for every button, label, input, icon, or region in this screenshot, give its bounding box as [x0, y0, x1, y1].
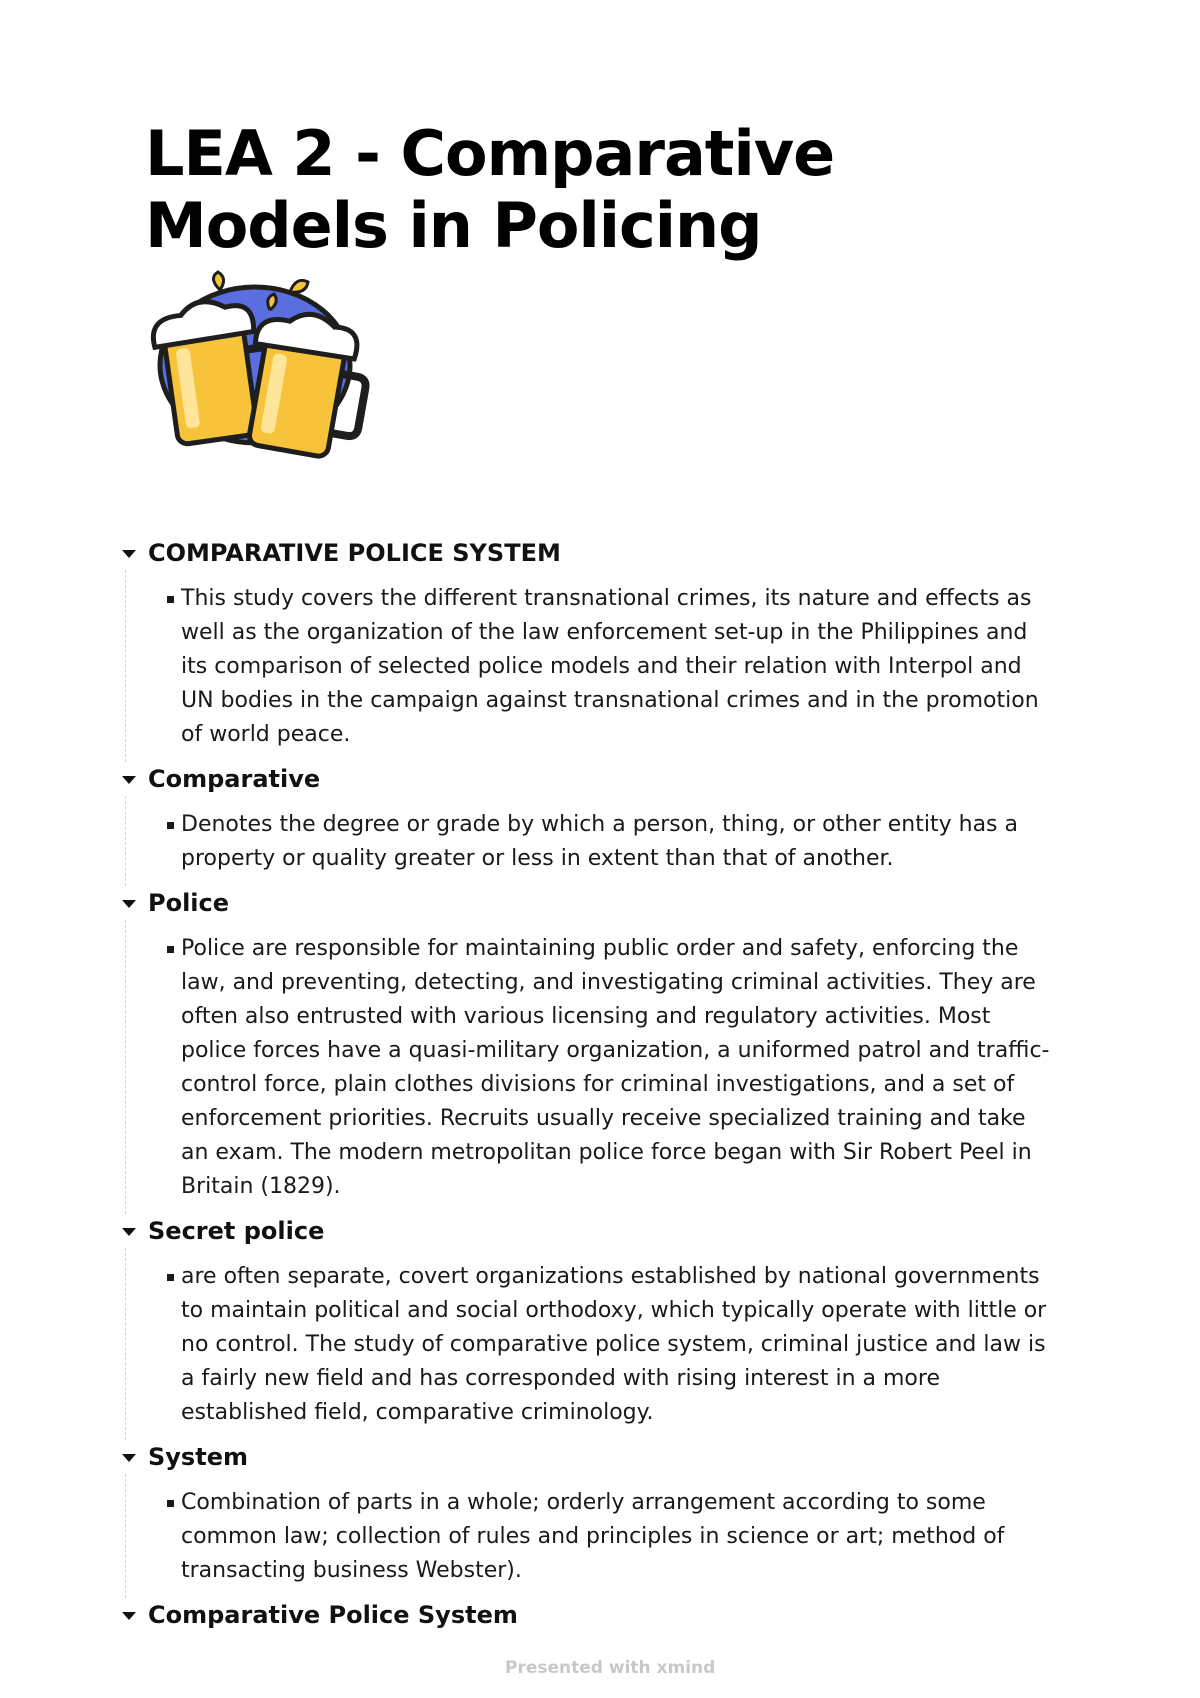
topic-children [125, 1474, 1078, 1598]
list-item-text: Combination of parts in a whole; orderly arrangement according to some common law; collection of rules and principles in science or art; method of transacting business Webster). [181, 1490, 1005, 1583]
square-bullet-icon [167, 946, 174, 953]
topic-heading-label: Secret police [148, 1217, 325, 1245]
caret-down-icon[interactable] [122, 776, 136, 784]
topic-comparative-police-system-2 [118, 1598, 1078, 1632]
square-bullet-icon [167, 1274, 174, 1281]
square-bullet-icon [167, 596, 174, 603]
topic-heading-label: COMPARATIVE POLICE SYSTEM [148, 539, 561, 567]
topic-heading[interactable] [118, 1440, 1078, 1474]
list-item [126, 932, 1058, 1204]
topic-heading-label: Police [148, 889, 230, 917]
topic-heading-label: Comparative Police System [148, 1601, 518, 1629]
topic-children [125, 796, 1078, 886]
outline-tree [118, 536, 1078, 1632]
topic-heading-label: Comparative [148, 765, 321, 793]
list-item [126, 582, 1058, 752]
topic-heading[interactable] [118, 886, 1078, 920]
topic-heading[interactable] [118, 1214, 1078, 1248]
topic-heading[interactable] [118, 1598, 1078, 1632]
topic-secret-police [118, 1214, 1078, 1440]
list-item [126, 1260, 1058, 1430]
list-item [126, 1486, 1058, 1588]
caret-down-icon[interactable] [122, 1612, 136, 1620]
topic-comparative [118, 762, 1078, 886]
list-item-text: are often separate, covert organizations established by national governments to maintain political and social orthodoxy, which typically operate with little or no control. The study of comparative police system, criminal justice and law is a fairly new field and has corresponded with rising interest in a more established field, comparative criminology. [181, 1264, 1047, 1425]
list-item [126, 808, 1058, 876]
topic-heading[interactable] [118, 762, 1078, 796]
topic-children [125, 1248, 1078, 1440]
topic-police [118, 886, 1078, 1214]
square-bullet-icon [167, 822, 174, 829]
xmind-watermark: Presented with xmind [505, 1658, 716, 1678]
caret-down-icon[interactable] [122, 550, 136, 558]
topic-heading-label: System [148, 1443, 248, 1471]
caret-down-icon[interactable] [122, 900, 136, 908]
square-bullet-icon [167, 1500, 174, 1507]
topic-heading[interactable] [118, 536, 1078, 570]
list-item-text: Denotes the degree or grade by which a person, thing, or other entity has a property or quality greater or less in extent than that of another. [181, 812, 1018, 871]
beer-mugs-icon [150, 270, 370, 470]
topic-comparative-police-system [118, 536, 1078, 762]
topic-children [125, 570, 1078, 762]
caret-down-icon[interactable] [122, 1228, 136, 1236]
caret-down-icon[interactable] [122, 1454, 136, 1462]
list-item-text: This study covers the different transnational crimes, its nature and effects as well as the organization of the law enforcement set-up in the Philippines and its comparison of selected police models and their relation with Interpol and UN bodies in the campaign against transnational crimes and in the promotion of world peace. [181, 586, 1039, 747]
topic-system [118, 1440, 1078, 1598]
topic-children [125, 920, 1078, 1214]
page-title: LEA 2 - Comparative Models in Policing [145, 117, 835, 262]
list-item-text: Police are responsible for maintaining public order and safety, enforcing the law, and preventing, detecting, and investigating criminal activities. They are often also entrusted with various licensing and regulatory activities. Most police forces have a quasi-military organization, a uniformed patrol and traffic-control force, plain clothes divisions for criminal investigations, and a set of enforcement priorities. Recruits usually receive specialized training and take an exam. The modern metropolitan police force began with Sir Robert Peel in Britain (1829). [181, 936, 1050, 1199]
